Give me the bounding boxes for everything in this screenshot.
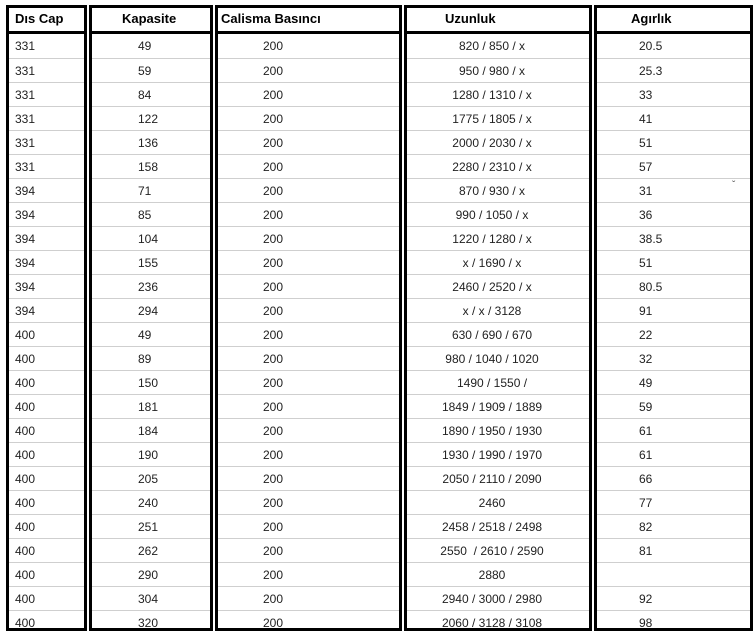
table-cell [597, 562, 750, 586]
table-cell: 400 [9, 466, 84, 490]
table-cell: 32 [597, 346, 750, 370]
table-cell: 200 [218, 586, 399, 610]
table-cell: 200 [218, 322, 399, 346]
table-cell: 294 [92, 298, 210, 322]
table-cell: 870 / 930 / x [407, 178, 589, 202]
table-cell: 200 [218, 538, 399, 562]
table-cell: 630 / 690 / 670 [407, 322, 589, 346]
table-cell: 1280 / 1310 / x [407, 82, 589, 106]
table-cell: 31 [597, 178, 750, 202]
table-cell: 200 [218, 610, 399, 634]
table-cell: 77 [597, 490, 750, 514]
table-cell: 394 [9, 250, 84, 274]
table-cell: 200 [218, 370, 399, 394]
table-cell: 200 [218, 130, 399, 154]
table-cell: 394 [9, 298, 84, 322]
table-cell: 20.5 [639, 39, 663, 53]
table-cell: 200 [218, 106, 399, 130]
table-cell: 122 [92, 106, 210, 130]
table-cell: 200 [218, 274, 399, 298]
table-cell: 990 / 1050 / x [407, 202, 589, 226]
table-cell: 104 [92, 226, 210, 250]
table-cell: 200 [218, 250, 399, 274]
table-cell: 89 [92, 346, 210, 370]
table-cell: 251 [92, 514, 210, 538]
column-dis-cap [6, 5, 87, 631]
table-cell: 184 [92, 418, 210, 442]
table-cell: 200 [218, 178, 399, 202]
table-cell: 82 [597, 514, 750, 538]
table-cell: 2550 / 2610 / 2590 [407, 538, 589, 562]
table-cell: 394 [9, 178, 84, 202]
table-cell: 2458 / 2518 / 2498 [407, 514, 589, 538]
table-cell: 200 [218, 154, 399, 178]
table-cell: 49 [597, 370, 750, 394]
table-cell: 59 [92, 58, 210, 82]
table-cell: 91 [597, 298, 750, 322]
table-cell: 331 [9, 154, 84, 178]
table-cell: 820 / 850 / x [458, 39, 526, 53]
table-cell: 400 [9, 442, 84, 466]
column-agirlik [594, 5, 753, 631]
table-cell: 1775 / 1805 / x [407, 106, 589, 130]
table-cell: 320 [92, 610, 210, 634]
table-cell: 331 [9, 82, 84, 106]
table-cell: 304 [92, 586, 210, 610]
table-cell: 59 [597, 394, 750, 418]
table-cell: 81 [597, 538, 750, 562]
table-cell: 25.3 [597, 58, 750, 82]
table-cell: 290 [92, 562, 210, 586]
header-calisma-basinci: Calisma Basıncı [218, 8, 399, 34]
table-cell: 200 [218, 466, 399, 490]
table-cell: 1930 / 1990 / 1970 [407, 442, 589, 466]
table-cell: 950 / 980 / x [407, 58, 589, 82]
table-cell: 66 [597, 466, 750, 490]
table-cell: 400 [9, 394, 84, 418]
table-cell: 71 [92, 178, 210, 202]
table-cell: 400 [9, 562, 84, 586]
header-agirlik: Agırlık [597, 8, 750, 34]
table-cell: 200 [218, 514, 399, 538]
table-cell: x / 1690 / x [407, 250, 589, 274]
table-cell: 33 [597, 82, 750, 106]
column-uzunluk [404, 5, 592, 631]
table-cell: 200 [218, 490, 399, 514]
table-cell: 84 [92, 82, 210, 106]
table-cell: 200 [218, 346, 399, 370]
table-cell: 51 [597, 250, 750, 274]
table-cell: 205 [92, 466, 210, 490]
table-cell: 400 [9, 346, 84, 370]
table-cell: 331 [9, 58, 84, 82]
table-cell: 1849 / 1909 / 1889 [407, 394, 589, 418]
table-cell: 394 [9, 202, 84, 226]
table-cell: 200 [218, 394, 399, 418]
table-cell: 200 [218, 418, 399, 442]
table-cell: 136 [92, 130, 210, 154]
table-cell: 158 [92, 154, 210, 178]
table-cell: 36 [597, 202, 750, 226]
table-cell: 22 [597, 322, 750, 346]
table-cell: 394 [9, 274, 84, 298]
table-cell: 2060 / 3128 / 3108 [407, 610, 589, 634]
table-cell: 2050 / 2110 / 2090 [407, 466, 589, 490]
table-cell: 236 [92, 274, 210, 298]
table-cell: 200 [218, 58, 399, 82]
table-cell: 150 [92, 370, 210, 394]
table-cell: 2460 [407, 490, 589, 514]
column-kapasite [89, 5, 213, 631]
table-cell: 190 [92, 442, 210, 466]
table-cell: 394 [9, 226, 84, 250]
table-cell: 38.5 [597, 226, 750, 250]
table-cell: 200 [218, 442, 399, 466]
table-cell: 1890 / 1950 / 1930 [407, 418, 589, 442]
table-cell: 400 [9, 370, 84, 394]
table-cell: 2880 [407, 562, 589, 586]
table-cell: 41 [597, 106, 750, 130]
header-kapasite: Kapasite [92, 8, 210, 34]
table-cell: 980 / 1040 / 1020 [407, 346, 589, 370]
table-cell: 2460 / 2520 / x [407, 274, 589, 298]
column-calisma-basinci [215, 5, 402, 631]
header-uzunluk: Uzunluk [407, 8, 589, 34]
table-cell: 61 [597, 442, 750, 466]
table-cell: 400 [9, 514, 84, 538]
table-cell: 92 [597, 586, 750, 610]
table-cell: 400 [9, 322, 84, 346]
header-dis-cap: Dıs Cap [9, 8, 84, 34]
table-cell: 49 [138, 39, 152, 53]
table-cell: 2000 / 2030 / x [407, 130, 589, 154]
table-cell: 400 [9, 538, 84, 562]
table-cell: 200 [218, 202, 399, 226]
table-cell: 181 [92, 394, 210, 418]
table-cell: 200 [263, 39, 284, 53]
table-cell: 85 [92, 202, 210, 226]
table-cell: 2940 / 3000 / 2980 [407, 586, 589, 610]
table-cell: 200 [218, 562, 399, 586]
table-cell: 80.5 [597, 274, 750, 298]
table-cell: 200 [218, 226, 399, 250]
table-cell: 331 [9, 106, 84, 130]
table-cell: 49 [92, 322, 210, 346]
table-cell: 400 [9, 490, 84, 514]
stray-mark: ˇ [732, 180, 736, 191]
table-cell: 98 [597, 610, 750, 634]
table-cell: 1220 / 1280 / x [407, 226, 589, 250]
table-cell: 57 [597, 154, 750, 178]
table-cell: x / x / 3128 [407, 298, 589, 322]
table-cell: 331 [9, 130, 84, 154]
table-cell: 262 [92, 538, 210, 562]
table-cell: 400 [9, 610, 84, 634]
table-cell: 1490 / 1550 / [407, 370, 589, 394]
table-cell: 61 [597, 418, 750, 442]
table-cell: 155 [92, 250, 210, 274]
table-cell: 200 [218, 82, 399, 106]
table-cell: 2280 / 2310 / x [407, 154, 589, 178]
table-cell: 200 [218, 298, 399, 322]
table-cell: 240 [92, 490, 210, 514]
table-cell: 400 [9, 586, 84, 610]
table-cell: 51 [597, 130, 750, 154]
table-cell: 400 [9, 418, 84, 442]
table-cell: 331 [15, 39, 36, 53]
